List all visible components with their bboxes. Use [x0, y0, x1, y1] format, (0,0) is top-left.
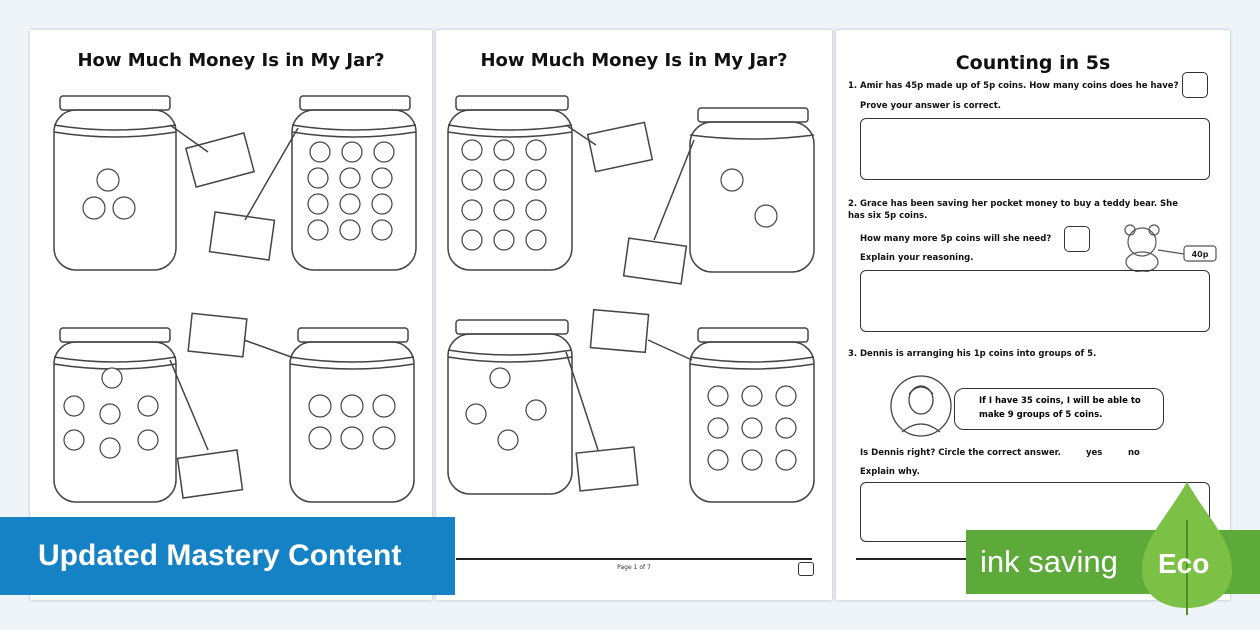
price-tag-label: 40p — [1191, 250, 1209, 259]
worksheet-2-title: How Much Money Is in My Jar? — [480, 50, 788, 71]
q3-prompt: Explain why. — [860, 467, 920, 477]
page-number: Page 1 of 7 — [617, 564, 651, 571]
question-3: 3. Dennis is arranging his 1p coins into groups of 5. — [848, 349, 1097, 359]
q1-answer-box[interactable] — [1182, 72, 1208, 98]
worksheet-page-1 — [30, 30, 432, 600]
q2-question: How many more 5p coins will she need? — [860, 234, 1052, 244]
q2-answer-box[interactable] — [1064, 226, 1090, 252]
question-2: 2. Grace has been saving her pocket money to buy a teddy bear. She has six 5p coins. — [848, 199, 1178, 221]
crest-icon — [798, 562, 814, 576]
worksheet-page-2 — [436, 30, 832, 600]
q2-prompt: Explain your reasoning. — [860, 253, 974, 263]
speech-bubble: If I have 35 coins, I will be able to make 9 groups of 5 coins. — [954, 388, 1164, 430]
q1-working-box[interactable] — [860, 118, 1210, 180]
ink-saving-banner: ink saving — [966, 530, 1260, 594]
worksheet-1-title: How Much Money Is in My Jar? — [77, 50, 385, 71]
question-1: 1. Amir has 45p made up of 5p coins. How many coins does he have? — [848, 81, 1179, 91]
footer-divider — [456, 558, 812, 560]
q1-prompt: Prove your answer is correct. — [860, 101, 1002, 111]
q2-working-box[interactable] — [860, 270, 1210, 332]
boy-avatar-icon — [888, 366, 954, 440]
jars-illustration-2 — [436, 30, 832, 600]
eco-label: Eco — [1158, 548, 1210, 579]
option-no[interactable]: no — [1128, 448, 1140, 458]
updated-mastery-banner: Updated Mastery Content — [0, 517, 455, 595]
worksheet-3-title: Counting in 5s — [955, 52, 1111, 74]
teddy-bear-icon — [1106, 220, 1218, 272]
q3-question: Is Dennis right? Circle the correct answer. — [860, 448, 1061, 458]
jars-illustration-1 — [30, 30, 432, 600]
option-yes[interactable]: yes — [1086, 448, 1103, 458]
